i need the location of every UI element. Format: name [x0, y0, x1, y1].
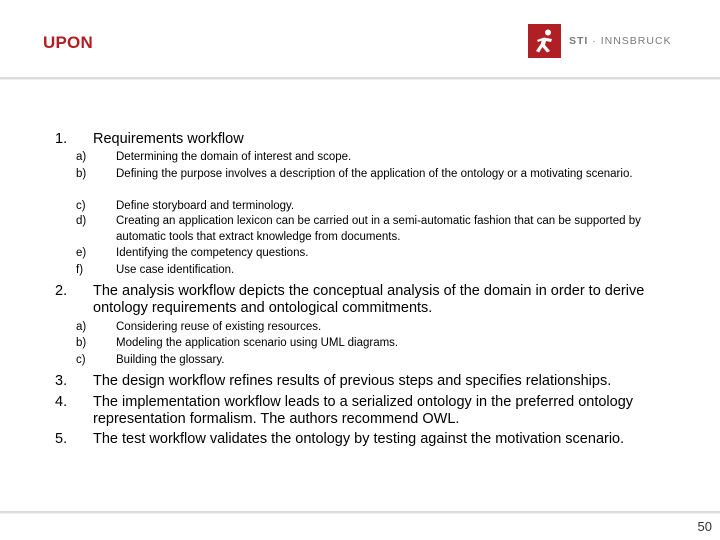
list-item-text: The design workflow refines results of previous steps and specifies relationships.: [93, 373, 612, 389]
sub-item-text: Determining the domain of interest and scope.: [116, 151, 352, 163]
sub-item-text: Identifying the competency questions.: [116, 247, 309, 259]
list-item-number: 3.: [55, 373, 68, 389]
logo-separator: ·: [592, 35, 597, 47]
sub-item-text: Modeling the application scenario using UML diagrams.: [116, 337, 399, 349]
list-item-text: The analysis workflow depicts the conceptual analysis of the domain in order to derive ontology requirements and ontological commitments.: [93, 283, 645, 316]
sub-item-letter: c): [76, 200, 86, 212]
sub-item-letter: b): [76, 168, 87, 180]
sub-item-letter: a): [76, 151, 87, 163]
page-number: 50: [697, 519, 712, 534]
sub-item-text: Creating an application lexicon can be carried out in a semi-automatic fashion that can be supported by automatic tools that extract knowledge from documents.: [116, 215, 641, 243]
sti-innsbruck-logo: [528, 24, 672, 58]
logo-city: INNSBRUCK: [600, 35, 672, 47]
sub-item-letter: f): [76, 264, 84, 276]
list-item-text: The test workflow validates the ontology by testing against the motivation scenario.: [93, 431, 625, 447]
list-item-text: Requirements workflow: [93, 131, 244, 147]
header-divider: [0, 77, 720, 80]
sub-item-text: Building the glossary.: [116, 354, 225, 366]
list-item-text: The implementation workflow leads to a serialized ontology in the preferred ontology representation formalism. The authors recommend OWL.: [93, 394, 634, 427]
list-item-number: 5.: [55, 431, 68, 447]
sub-item-letter: b): [76, 337, 87, 349]
logo-wordmark: [569, 35, 672, 47]
sub-item-letter: d): [76, 215, 87, 227]
sub-item-text: Define storyboard and terminology.: [116, 200, 295, 212]
sub-item-letter: a): [76, 321, 87, 333]
sti-logo-icon: [528, 24, 561, 58]
footer-divider: [0, 511, 720, 514]
sub-item-text: Considering reuse of existing resources.: [116, 321, 322, 333]
list-item-number: 1.: [55, 131, 68, 147]
sub-item-text: Use case identification.: [116, 264, 235, 276]
list-item-number: 4.: [55, 394, 68, 410]
sub-item-letter: e): [76, 247, 87, 259]
slide-title: UPON: [43, 33, 93, 52]
list-item-number: 2.: [55, 283, 68, 299]
sub-item-letter: c): [76, 354, 86, 366]
sub-item-text: Defining the purpose involves a description of the application of the ontology or a motivating scenario.: [116, 168, 633, 180]
logo-brand: STI: [569, 35, 589, 47]
